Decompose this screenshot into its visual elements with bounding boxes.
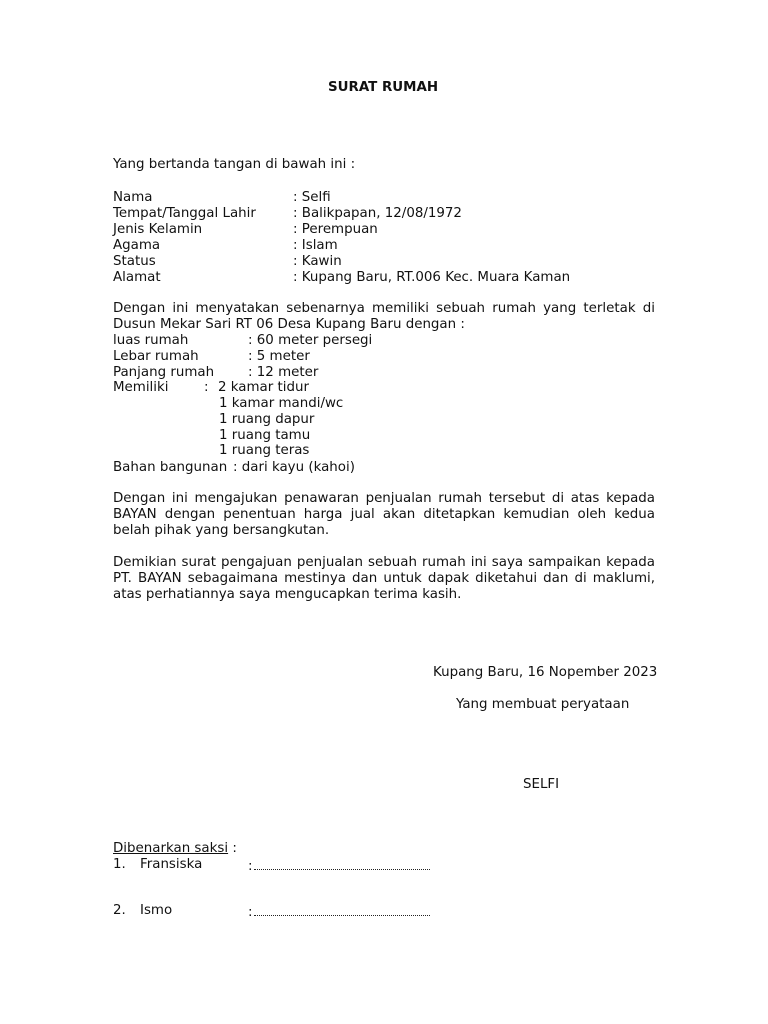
place-date: Kupang Baru, 16 Nopember 2023 — [433, 665, 658, 680]
room-item: 1 ruang dapur — [219, 412, 315, 427]
identity-value: : Islam — [293, 238, 338, 253]
rooms-label: Memiliki — [113, 380, 169, 395]
witness-number: 1. — [113, 857, 126, 872]
witness-heading-text: Dibenarkan saksi — [113, 841, 229, 856]
house-label: luas rumah — [113, 333, 189, 348]
material-value: : dari kayu (kahoi) — [233, 460, 355, 475]
identity-label: Alamat — [113, 270, 161, 285]
witness-signature-line — [248, 903, 430, 921]
closing-line — [113, 571, 655, 587]
witness-heading-colon: : — [228, 841, 237, 856]
identity-label: Agama — [113, 238, 161, 253]
identity-label: Jenis Kelamin — [113, 222, 203, 237]
statement-line — [113, 301, 655, 317]
identity-value: : Perempuan — [293, 222, 378, 237]
rooms-colon: : — [204, 380, 209, 395]
house-label: Lebar rumah — [113, 349, 199, 364]
witness-colon: : — [248, 905, 253, 920]
witness-colon: : — [248, 859, 253, 874]
letter-title: SURAT RUMAH — [328, 80, 439, 95]
identity-value: : Balikpapan, 12/08/1972 — [293, 206, 462, 221]
closing-text: PT. BAYAN sebagaimana mestinya dan untuk dapak diketahui dan di maklumi, — [113, 571, 655, 586]
house-value: : 60 meter persegi — [248, 333, 373, 348]
identity-value: : Selfi — [293, 190, 331, 205]
closing-text: Demikian surat pengajuan penjualan sebuah rumah ini saya sampaikan kepada — [113, 555, 655, 570]
material-label: Bahan bangunan — [113, 460, 228, 475]
identity-label: Tempat/Tanggal Lahir — [113, 206, 256, 221]
room-item: 2 kamar tidur — [218, 380, 309, 395]
room-item: 1 kamar mandi/wc — [219, 396, 344, 411]
house-label: Panjang rumah — [113, 365, 215, 380]
witness-heading — [113, 841, 237, 857]
offer-line — [113, 507, 655, 523]
witness-number: 2. — [113, 903, 126, 918]
room-item: 1 ruang teras — [219, 443, 310, 458]
identity-value: : Kawin — [293, 254, 342, 269]
house-value: : 5 meter — [248, 349, 310, 364]
identity-label: Nama — [113, 190, 153, 205]
statement-line: Dusun Mekar Sari RT 06 Desa Kupang Baru dengan : — [113, 317, 465, 332]
offer-text: BAYAN dengan penentuan harga jual akan ditetapkan kemudian oleh kedua — [113, 507, 655, 522]
offer-line — [113, 491, 655, 507]
dotted-line — [254, 857, 430, 870]
closing-line: atas perhatiannya saya mengucapkan terima kasih. — [113, 587, 462, 602]
identity-value: : Kupang Baru, RT.006 Kec. Muara Kaman — [293, 270, 571, 285]
statement-text: Dengan ini menyatakan sebenarnya memiliki sebuah rumah yang terletak di — [113, 301, 655, 316]
witness-name: Fransiska — [140, 857, 203, 872]
closing-line — [113, 555, 655, 571]
house-value: : 12 meter — [248, 365, 319, 380]
room-item: 1 ruang tamu — [219, 428, 311, 443]
intro-text: Yang bertanda tangan di bawah ini : — [113, 157, 356, 172]
identity-label: Status — [113, 254, 156, 269]
dotted-line — [254, 903, 430, 916]
offer-text: Dengan ini mengajukan penawaran penjualan rumah tersebut di atas kepada — [113, 491, 655, 506]
offer-line: belah pihak yang bersangkutan. — [113, 523, 330, 538]
witness-name: Ismo — [140, 903, 173, 918]
signer-caption: Yang membuat peryataan — [456, 697, 630, 712]
signer-name: SELFI — [523, 777, 560, 792]
witness-signature-line — [248, 857, 430, 875]
